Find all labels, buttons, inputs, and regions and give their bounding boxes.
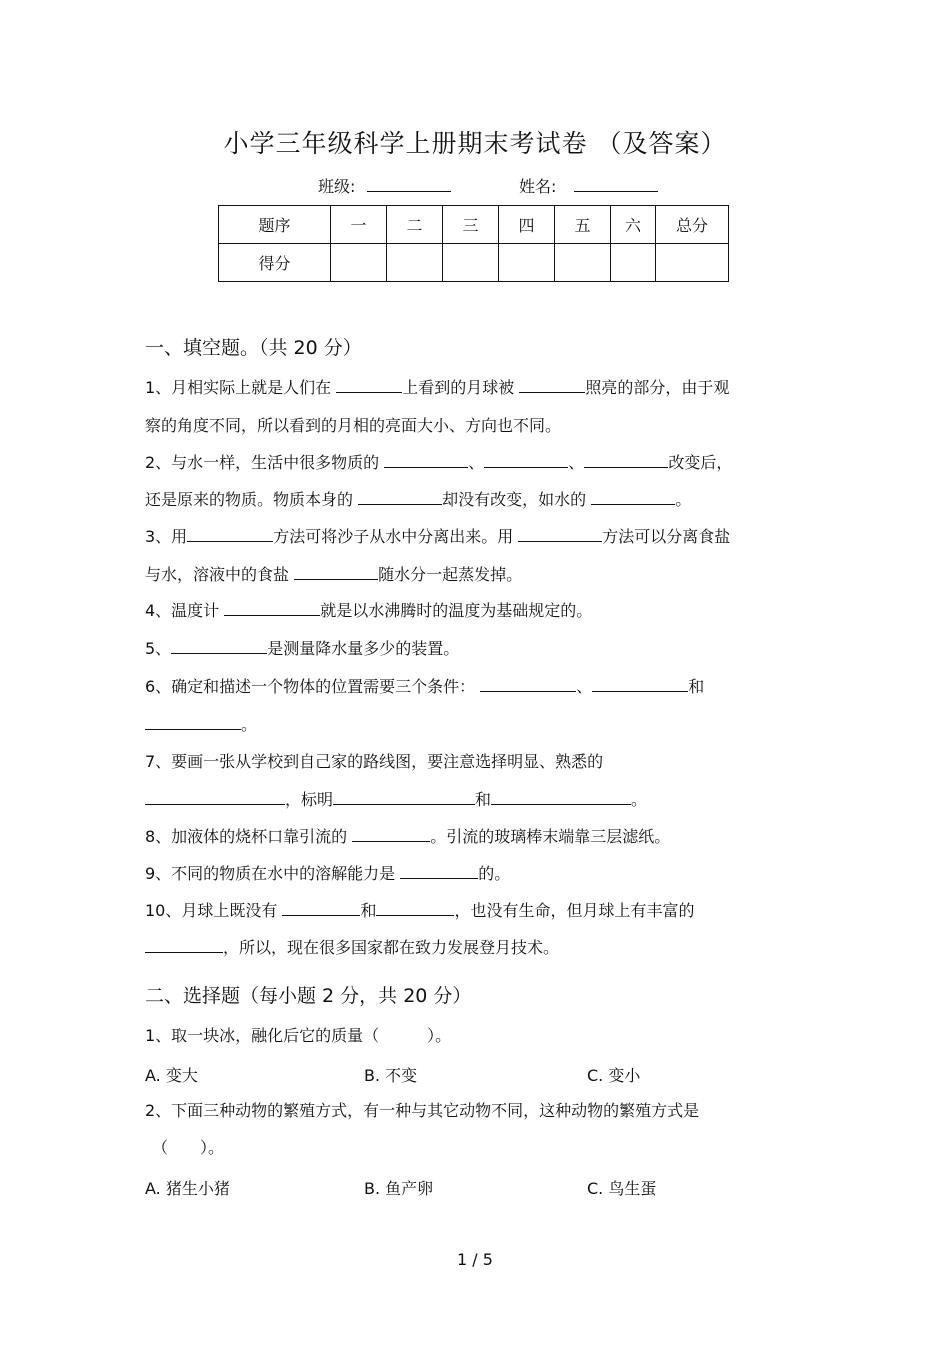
answer-blank[interactable] <box>400 864 478 879</box>
question-text: 还是原来的物质。物质本身的 <box>145 490 359 509</box>
question-text: 10、月球上既没有 <box>145 901 283 920</box>
answer-blank[interactable] <box>145 790 285 805</box>
table-cell: 六 <box>611 206 656 244</box>
class-field <box>318 174 451 197</box>
question-text: 、 <box>568 453 585 472</box>
question-stem-continued: （ ）。 <box>152 1138 225 1157</box>
section-1-title: 一、填空题。（共 20 分） <box>145 337 362 359</box>
answer-blank[interactable] <box>358 490 442 505</box>
option-c[interactable]: C. 变小 <box>587 1066 641 1085</box>
answer-blank[interactable] <box>171 639 267 654</box>
answer-blank[interactable] <box>352 827 430 842</box>
table-cell: 五 <box>555 206 611 244</box>
question-text: 、 <box>468 453 485 472</box>
question-line <box>145 676 704 698</box>
answer-blank[interactable] <box>518 527 602 542</box>
question-text: 5、 <box>145 639 172 658</box>
table-cell: 一 <box>331 206 387 244</box>
table-cell: 得分 <box>219 244 331 282</box>
score-cell[interactable] <box>443 244 499 282</box>
question-text: 方法可将沙子从水中分离出来。用 <box>273 527 519 546</box>
question-text: 、 <box>576 677 593 696</box>
question-text: ，标明 <box>285 790 334 809</box>
question-line <box>145 937 559 959</box>
question-text: 1、月相实际上就是人们在 <box>145 378 337 397</box>
answer-blank[interactable] <box>484 453 568 468</box>
answer-blank[interactable] <box>491 790 631 805</box>
question-text: 4、温度计 <box>145 601 225 620</box>
table-cell: 题序 <box>219 206 331 244</box>
table-cell: 三 <box>443 206 499 244</box>
answer-blank[interactable] <box>480 677 576 692</box>
page-number: 1 / 5 <box>457 1250 493 1269</box>
question-line <box>145 789 647 811</box>
name-label: 姓名: <box>519 177 557 196</box>
question-text: 随水分一起蒸发掉。 <box>378 565 523 584</box>
question-text: 就是以水沸腾时的温度为基础规定的。 <box>320 601 593 620</box>
answer-blank[interactable] <box>145 715 241 730</box>
name-field <box>519 174 658 197</box>
question-text: 和 <box>688 677 705 696</box>
question-line <box>145 863 510 885</box>
question-text: 和 <box>360 901 377 920</box>
answer-blank[interactable] <box>282 901 360 916</box>
option-b[interactable]: B. 不变 <box>364 1066 418 1085</box>
answer-blank[interactable] <box>591 490 675 505</box>
class-blank[interactable] <box>367 177 451 192</box>
question-line <box>145 377 729 399</box>
score-table-header-row <box>219 206 729 244</box>
question-text: 。 <box>241 715 258 734</box>
question-text: 的。 <box>478 864 511 883</box>
question-line <box>145 526 730 548</box>
answer-blank[interactable] <box>333 790 475 805</box>
class-label: 班级: <box>318 177 356 196</box>
answer-blank[interactable] <box>336 378 402 393</box>
score-cell[interactable] <box>387 244 443 282</box>
score-cell[interactable] <box>555 244 611 282</box>
question-line <box>145 826 670 848</box>
option-b[interactable]: B. 鱼产卵 <box>364 1179 434 1198</box>
section-2-title: 二、选择题（每小题 2 分，共 20 分） <box>145 985 472 1007</box>
question-text: 是测量降水量多少的装置。 <box>267 639 460 658</box>
question-text: 与水，溶液中的食盐 <box>145 565 295 584</box>
score-cell[interactable] <box>499 244 555 282</box>
question-line <box>145 751 603 773</box>
answer-blank[interactable] <box>519 378 585 393</box>
answer-blank[interactable] <box>376 901 454 916</box>
answer-blank[interactable] <box>592 677 688 692</box>
question-stem: 2、下面三种动物的繁殖方式，有一种与其它动物不同，这种动物的繁殖方式是 <box>145 1101 700 1120</box>
question-text: ，所以，现在很多国家都在致力发展登月技术。 <box>223 938 560 957</box>
question-text: 改变后， <box>668 453 733 472</box>
question-stem: 1、取一块冰，融化后它的质量（ ）。 <box>145 1026 452 1045</box>
table-cell: 总分 <box>656 206 729 244</box>
name-blank[interactable] <box>574 177 658 192</box>
question-line <box>145 489 691 511</box>
question-text: 7、要画一张从学校到自己家的路线图，要注意选择明显、熟悉的 <box>145 752 604 771</box>
score-table-score-row <box>219 244 729 282</box>
question-text: 6、确定和描述一个物体的位置需要三个条件： <box>145 677 481 696</box>
question-line <box>145 415 561 437</box>
question-line <box>145 452 732 474</box>
question-line <box>145 638 459 660</box>
question-line <box>145 564 522 586</box>
score-cell[interactable] <box>611 244 656 282</box>
question-text: 照亮的部分，由于观 <box>585 378 730 397</box>
answer-blank[interactable] <box>187 527 273 542</box>
score-cell[interactable] <box>656 244 729 282</box>
score-table <box>218 205 729 282</box>
table-cell: 四 <box>499 206 555 244</box>
option-a[interactable]: A. 变大 <box>145 1066 198 1085</box>
question-text: 2、与水一样，生活中很多物质的 <box>145 453 385 472</box>
question-text: 和 <box>475 790 492 809</box>
question-text: 3、用 <box>145 527 188 546</box>
question-line <box>145 714 257 736</box>
question-text: 。 <box>631 790 648 809</box>
page-title: 小学三年级科学上册期末考试卷 （及答案） <box>223 129 727 158</box>
question-text: 却没有改变，如水的 <box>442 490 592 509</box>
option-a[interactable]: A. 猪生小猪 <box>145 1179 230 1198</box>
score-cell[interactable] <box>331 244 387 282</box>
question-text: 。 <box>675 490 692 509</box>
option-c[interactable]: C. 鸟生蛋 <box>587 1179 657 1198</box>
question-line <box>145 600 592 622</box>
answer-blank[interactable] <box>584 453 668 468</box>
answer-blank[interactable] <box>294 565 378 580</box>
table-cell: 二 <box>387 206 443 244</box>
answer-blank[interactable] <box>145 938 223 953</box>
question-text: 方法可以分离食盐 <box>602 527 731 546</box>
question-text: 察的角度不同，所以看到的月相的亮面大小、方向也不同。 <box>145 416 562 435</box>
question-line <box>145 900 694 922</box>
answer-blank[interactable] <box>384 453 468 468</box>
question-text: ，也没有生命，但月球上有丰富的 <box>454 901 695 920</box>
question-text: 9、不同的物质在水中的溶解能力是 <box>145 864 401 883</box>
question-text: 。引流的玻璃棒末端靠三层滤纸。 <box>430 827 671 846</box>
answer-blank[interactable] <box>224 601 320 616</box>
question-text: 8、加液体的烧杯口靠引流的 <box>145 827 353 846</box>
question-text: 上看到的月球被 <box>402 378 520 397</box>
